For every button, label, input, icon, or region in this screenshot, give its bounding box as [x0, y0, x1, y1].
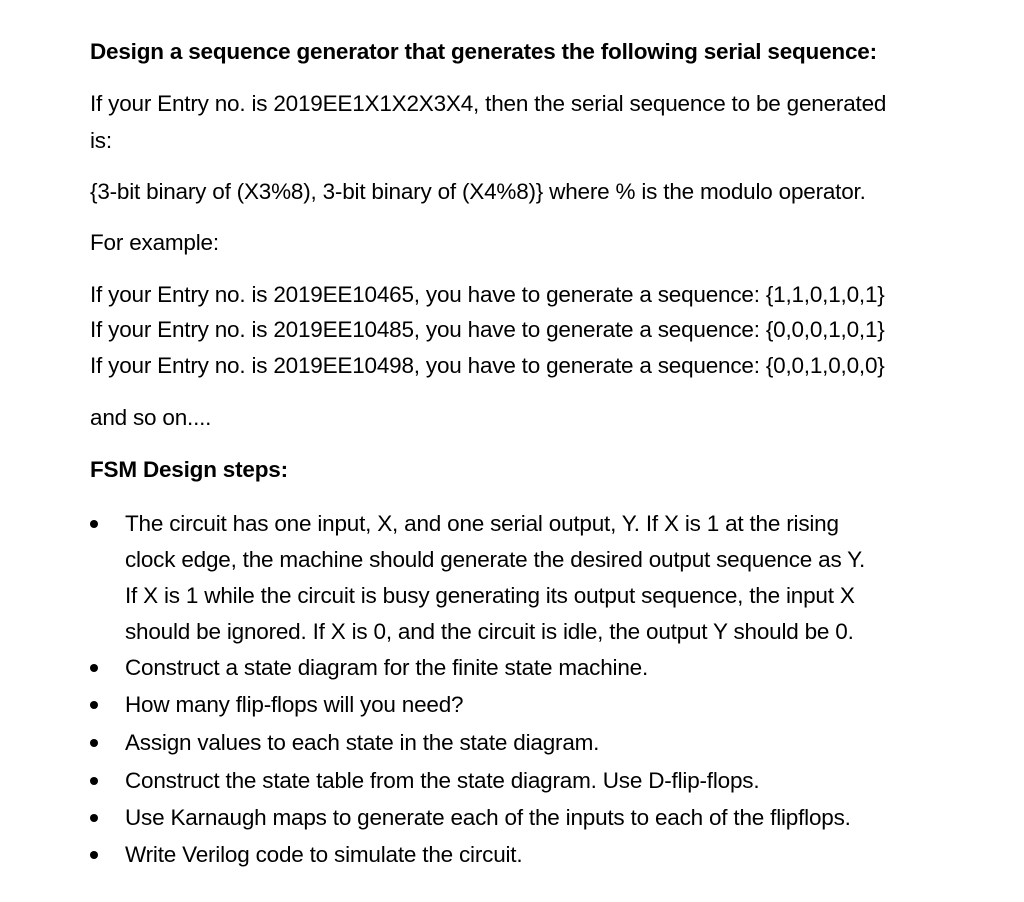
problem-heading: Design a sequence generator that generates the following serial sequence: [90, 39, 877, 64]
bullet-icon [90, 664, 98, 672]
step-1-line-4: should be ignored. If X is 0, and the circuit is idle, the output Y should be 0. [125, 619, 854, 644]
steps-heading: FSM Design steps: [90, 457, 288, 482]
and-so-on-text: and so on.... [90, 405, 212, 430]
bullet-icon [90, 701, 98, 709]
step-7: Write Verilog code to simulate the circuit. [125, 842, 523, 867]
step-6: Use Karnaugh maps to generate each of the inputs to each of the flipflops. [125, 805, 851, 830]
example-label: For example: [90, 230, 219, 255]
step-4: Assign values to each state in the state diagram. [125, 730, 600, 755]
step-1-line-1: The circuit has one input, X, and one serial output, Y. If X is 1 at the rising [125, 511, 839, 536]
step-3: How many flip-flops will you need? [125, 692, 464, 717]
bullet-icon [90, 739, 98, 747]
step-5: Construct the state table from the state diagram. Use D-flip-flops. [125, 768, 760, 793]
intro-line-1: If your Entry no. is 2019EE1X1X2X3X4, then the serial sequence to be generated [90, 91, 887, 116]
example-line: If your Entry no. is 2019EE10498, you have to generate a sequence: {0,0,1,0,0,0} [90, 353, 885, 378]
step-2: Construct a state diagram for the finite state machine. [125, 655, 649, 680]
bullet-icon [90, 777, 98, 785]
intro-line-2: is: [90, 128, 112, 153]
step-1-line-2: clock edge, the machine should generate the desired output sequence as Y. [125, 547, 866, 572]
example-line: If your Entry no. is 2019EE10485, you have to generate a sequence: {0,0,0,1,0,1} [90, 317, 885, 342]
example-line: If your Entry no. is 2019EE10465, you have to generate a sequence: {1,1,0,1,0,1} [90, 282, 885, 307]
bullet-icon [90, 520, 98, 528]
step-1-line-3: If X is 1 while the circuit is busy generating its output sequence, the input X [125, 583, 855, 608]
bullet-icon [90, 851, 98, 859]
sequence-formula: {3-bit binary of (X3%8), 3-bit binary of (X4%8)} where % is the modulo operator. [90, 179, 866, 204]
bullet-icon [90, 814, 98, 822]
